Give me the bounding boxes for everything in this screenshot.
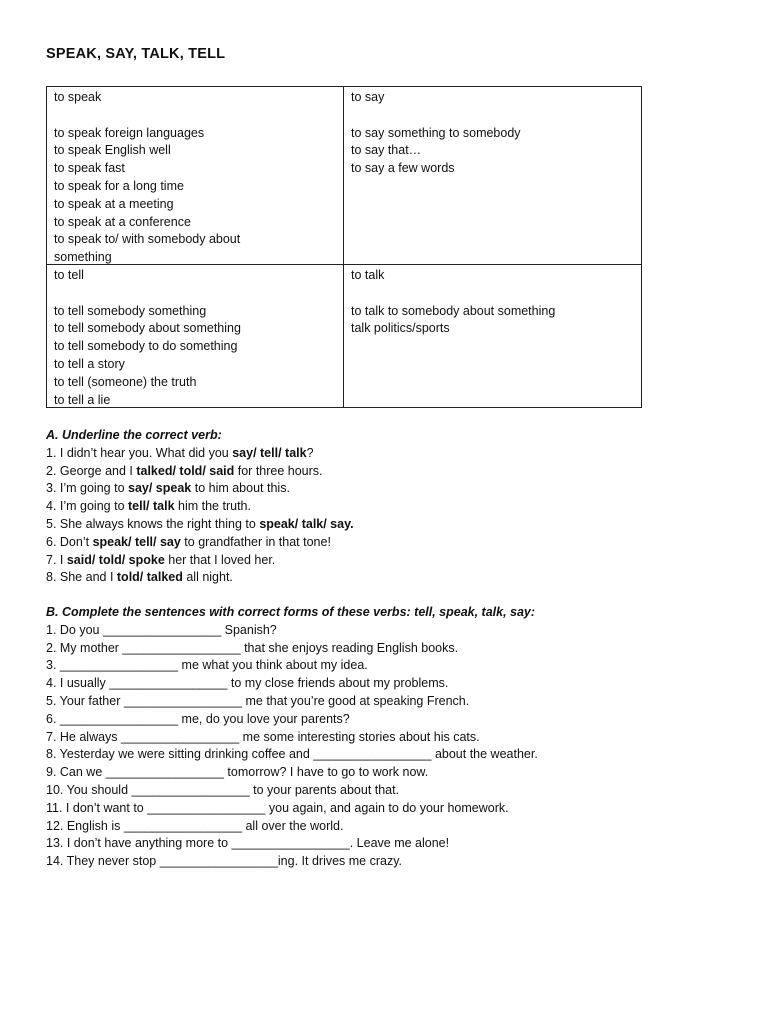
collocation: to speak to/ with somebody about: [54, 232, 241, 247]
item-text: 5. She always knows the right thing to: [46, 516, 260, 531]
page-title: SPEAK, SAY, TALK, TELL: [46, 46, 226, 62]
verb-table: [46, 86, 642, 408]
exercise-b-item[interactable]: 13. I don’t have anything more to _________________. Leave me alone!: [46, 836, 450, 851]
exercise-b-item[interactable]: 14. They never stop _________________ing. It drives me crazy.: [46, 854, 403, 869]
exercise-a-item: [46, 463, 354, 481]
collocation: to tell somebody to do something: [54, 339, 238, 354]
spacer: [54, 285, 343, 303]
collocation: to speak foreign languages: [54, 125, 205, 140]
collocation: to tell a lie: [54, 392, 111, 407]
item-text: 1. I didn’t hear you. What did you: [46, 445, 233, 460]
collocation: to say that…: [351, 143, 422, 158]
exercise-a: [46, 427, 354, 587]
exercise-b-item[interactable]: 7. He always _________________ me some interesting stories about his cats.: [46, 729, 480, 744]
item-text: 6. Don’t: [46, 534, 93, 549]
item-text: for three hours.: [234, 463, 323, 478]
cell-speak: [47, 87, 344, 265]
collocation: to tell somebody about something: [54, 321, 241, 336]
exercise-b-item[interactable]: 8. Yesterday we were sitting drinking coffee and _________________ about the weather.: [46, 747, 538, 762]
spacer: [351, 107, 641, 125]
cell-head: to talk: [351, 268, 385, 282]
collocation: to tell somebody something: [54, 303, 207, 318]
cell-tell: [47, 265, 344, 407]
exercise-b: [46, 604, 538, 871]
exercise-b-item[interactable]: 6. _________________ me, do you love your parents?: [46, 711, 350, 726]
exercise-a-item: [46, 534, 354, 552]
collocation: to tell a story: [54, 356, 125, 371]
item-text: 8. She and I: [46, 570, 117, 585]
collocation: to speak at a meeting: [54, 196, 174, 211]
item-text: 4. I’m going to: [46, 499, 128, 514]
collocation: to speak fast: [54, 161, 125, 176]
exercise-b-item[interactable]: 12. English is _________________ all over the world.: [46, 818, 344, 833]
cell-head: to speak: [54, 90, 102, 104]
cell-head: to tell: [54, 268, 84, 282]
cell-head: to say: [351, 90, 385, 104]
exercise-a-item: [46, 480, 354, 498]
item-text: ?: [306, 445, 314, 460]
collocation: to speak English well: [54, 143, 171, 158]
exercise-a-item: [46, 552, 354, 570]
spacer: [351, 285, 641, 303]
collocation: to tell (someone) the truth: [54, 374, 197, 389]
item-text: 2. George and I: [46, 463, 137, 478]
verb-options[interactable]: say/ speak: [128, 481, 192, 496]
collocation: talk politics/sports: [351, 321, 450, 336]
exercise-b-item[interactable]: 11. I don’t want to _________________ you again, and again to do your homework.: [46, 800, 509, 815]
collocation: something: [54, 250, 112, 265]
spacer: [54, 107, 343, 125]
exercise-b-item[interactable]: 4. I usually _________________ to my close friends about my problems.: [46, 676, 449, 691]
exercise-a-item: [46, 516, 354, 534]
cell-talk: [344, 265, 641, 407]
verb-options[interactable]: speak/ tell/ say: [92, 534, 181, 549]
verb-options[interactable]: told/ talked: [116, 570, 183, 585]
exercise-b-item[interactable]: 9. Can we _________________ tomorrow? I have to go to work now.: [46, 765, 429, 780]
exercise-b-item[interactable]: 5. Your father _________________ me that you’re good at speaking French.: [46, 693, 470, 708]
item-text: 7. I: [46, 552, 67, 567]
item-text: to grandfather in that tone!: [180, 534, 331, 549]
collocation: to say something to somebody: [351, 125, 521, 140]
item-text: all night.: [182, 570, 233, 585]
cell-say: [344, 87, 641, 265]
collocation: to say a few words: [351, 161, 455, 176]
verb-options[interactable]: say/ tell/ talk: [232, 445, 307, 460]
collocation: to speak for a long time: [54, 178, 184, 193]
verb-options[interactable]: speak/ talk/ say.: [259, 516, 354, 531]
exercise-b-item[interactable]: 1. Do you _________________ Spanish?: [46, 622, 277, 637]
verb-options[interactable]: talked/ told/ said: [136, 463, 235, 478]
exercise-a-item: [46, 569, 354, 587]
exercise-b-item[interactable]: 10. You should _________________ to your parents about that.: [46, 782, 400, 797]
exercise-b-heading: B. Complete the sentences with correct forms of these verbs: tell, speak, talk, say:: [46, 605, 536, 619]
item-text: to him about this.: [191, 481, 290, 496]
collocation: to talk to somebody about something: [351, 303, 556, 318]
verb-options[interactable]: tell/ talk: [128, 499, 175, 514]
verb-options[interactable]: said/ told/ spoke: [66, 552, 165, 567]
exercise-b-item[interactable]: 2. My mother _________________ that she enjoys reading English books.: [46, 640, 459, 655]
exercise-a-item: [46, 498, 354, 516]
item-text: her that I loved her.: [164, 552, 276, 567]
item-text: 3. I’m going to: [46, 481, 128, 496]
collocation: to speak at a conference: [54, 214, 191, 229]
exercise-b-item[interactable]: 3. _________________ me what you think about my idea.: [46, 658, 368, 673]
exercise-a-heading: A. Underline the correct verb:: [46, 428, 222, 442]
exercise-a-item: [46, 445, 354, 463]
item-text: him the truth.: [174, 499, 251, 514]
